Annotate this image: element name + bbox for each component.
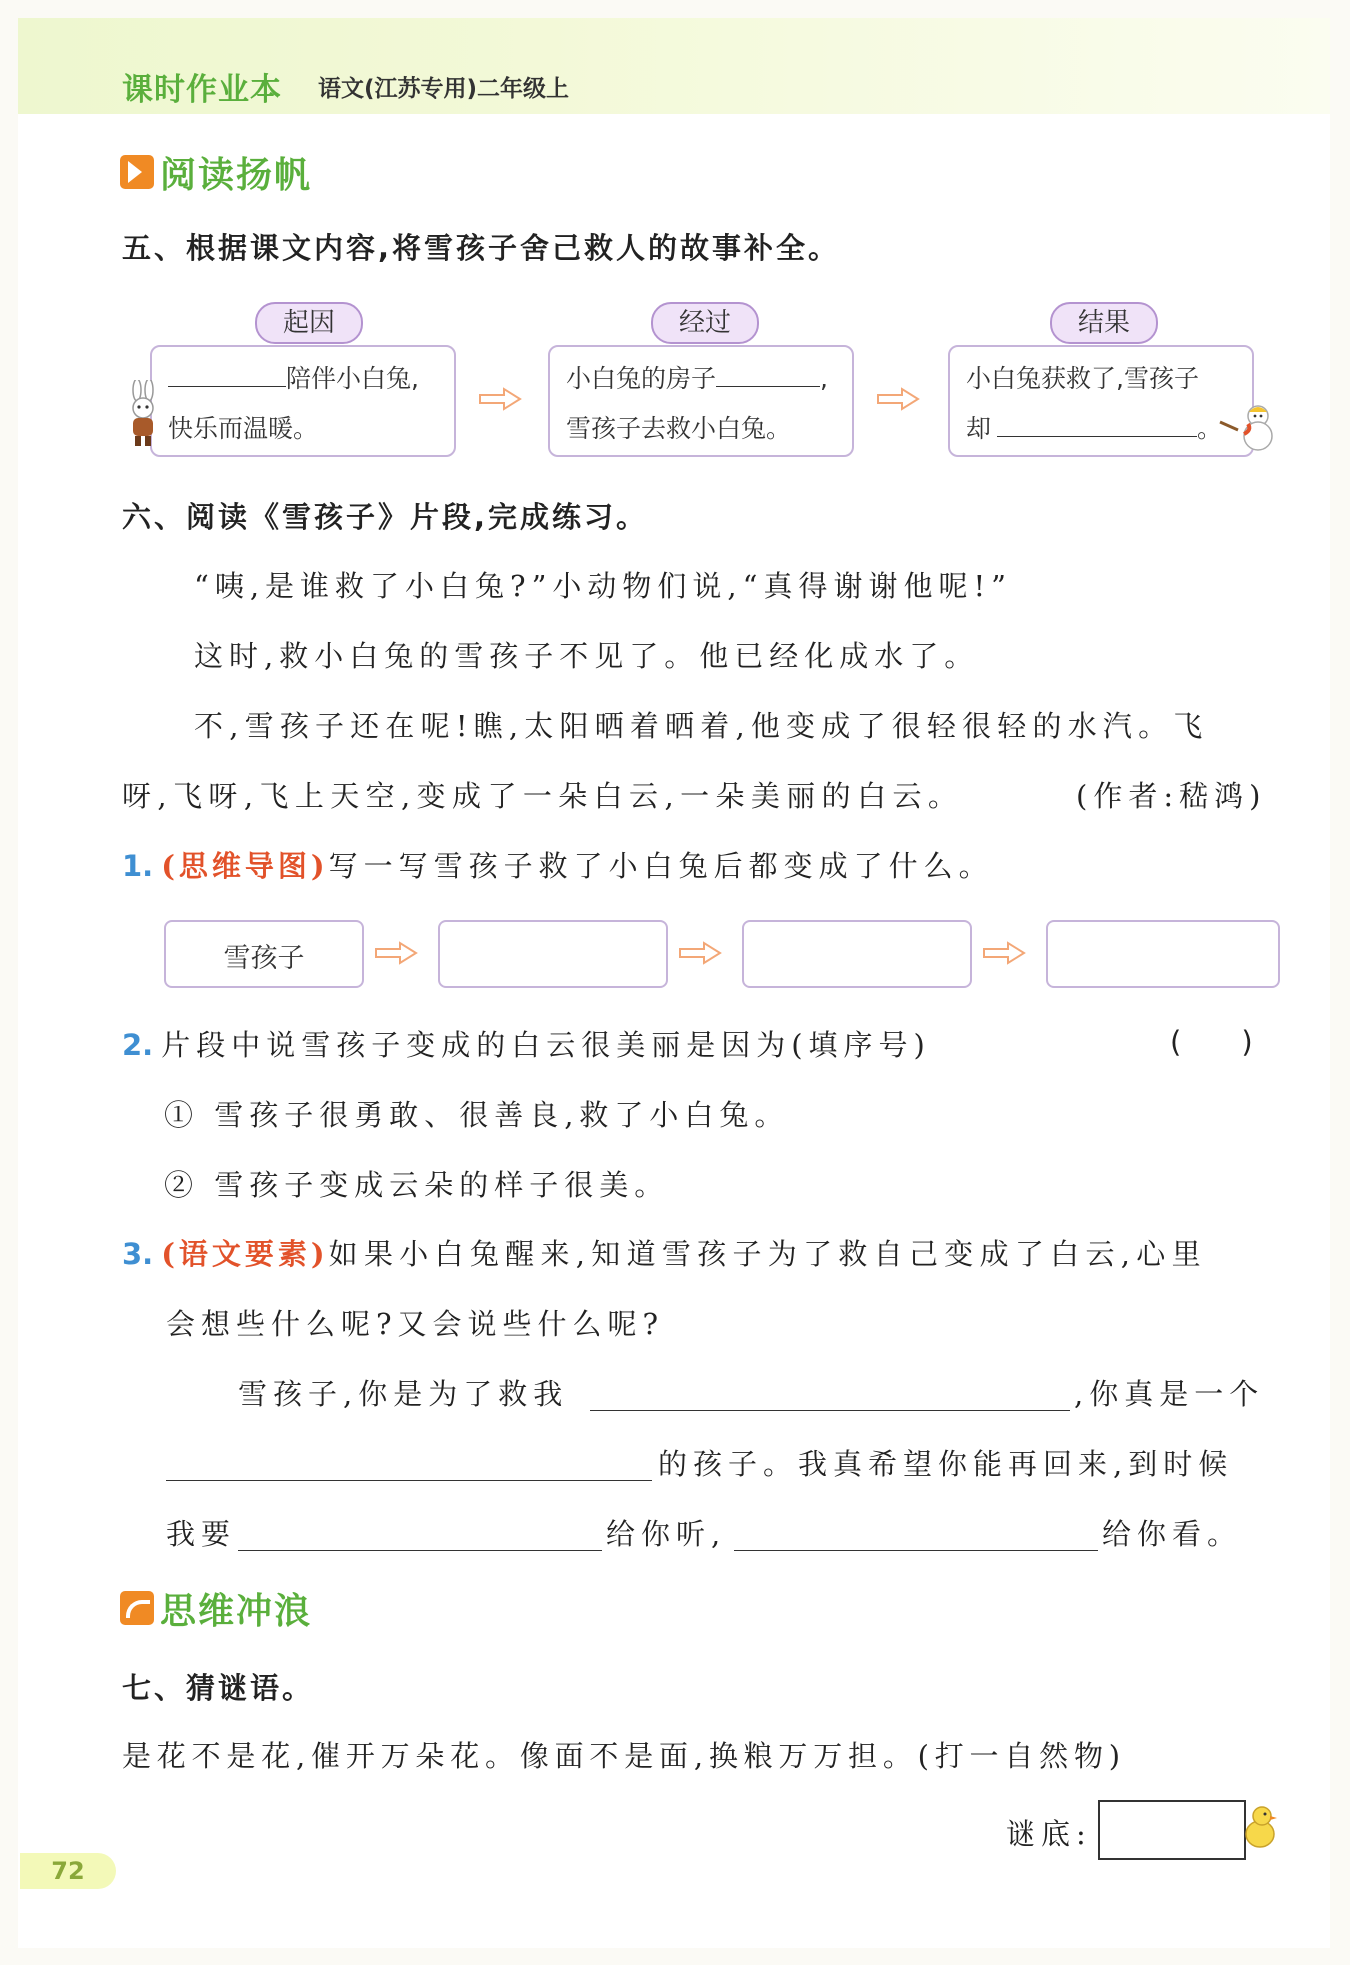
q6-sub2-number: 2. [122, 1028, 154, 1062]
q6-sub2-text: 片段中说雪孩子变成的白云很美丽是因为(填序号) [161, 1028, 931, 1062]
stage-label-result: 结果 [1050, 302, 1158, 344]
q6-sub1-number: 1. [122, 849, 154, 883]
answer-blank-4[interactable] [734, 1550, 1098, 1551]
q6-sub3-line1: 如果小白兔醒来,知道雪孩子为了救自己变成了白云,心里 [328, 1237, 1207, 1271]
page-number: 72 [20, 1853, 116, 1889]
stage-result-period: 。 [1197, 414, 1223, 443]
q6-sub3 [122, 1232, 1207, 1273]
section-reading-heading [120, 150, 312, 194]
q6-sub2 [122, 1023, 931, 1064]
blank-cause[interactable] [168, 386, 286, 387]
arrow-right-icon [374, 940, 418, 966]
q6-sub3-number: 3. [122, 1237, 154, 1271]
fill-line1-start: 雪孩子,你是为了救我 [238, 1377, 569, 1411]
stage-process-comma: , [820, 364, 828, 393]
flow-box-answer-2[interactable] [742, 920, 972, 988]
arrow-right-icon [678, 940, 722, 966]
flow-box-start [164, 920, 364, 988]
stage-process-line1: 小白兔的房子 [566, 364, 717, 393]
passage-line-2: 这时,救小白兔的雪孩子不见了。他已经化成水了。 [194, 639, 980, 673]
snow-child-icon [1218, 400, 1280, 452]
q7-riddle: 是花不是花,催开万朵花。像面不是面,换粮万万担。(打一自然物) [122, 1739, 1126, 1773]
subject-label: 语文(江苏专用)二年级上 [318, 76, 570, 102]
fill-line3-mid: 给你听, [606, 1517, 727, 1551]
section-reading-title: 阅读扬帆 [160, 154, 313, 196]
q6-sub3-line2: 会想些什么呢?又会说些什么呢? [166, 1307, 665, 1341]
story-box-result [948, 345, 1254, 457]
q6-sub2-answer-paren[interactable]: () [1170, 1025, 1313, 1059]
passage-author: (作者:嵇鸿) [1076, 779, 1267, 813]
q6-title: 六、阅读《雪孩子》片段,完成练习。 [122, 500, 649, 534]
q5-title: 五、根据课文内容,将雪孩子舍己救人的故事补全。 [122, 231, 841, 265]
q6-sub2-option-2: ② 雪孩子变成云朵的样子很美。 [164, 1168, 670, 1202]
passage-line-3: 不,雪孩子还在呢!瞧,太阳晒着晒着,他变成了很轻很轻的水汽。飞 [194, 709, 1209, 743]
q7-answer-box[interactable] [1098, 1800, 1246, 1860]
stage-result-line2: 却 [966, 414, 992, 443]
q6-sub3-tag: (语文要素) [161, 1237, 329, 1271]
fill-line1-end: ,你真是一个 [1074, 1377, 1265, 1411]
wave-icon [120, 1591, 154, 1625]
stage-label-cause: 起因 [255, 302, 363, 344]
arrow-right-icon [982, 940, 1026, 966]
chick-icon [1240, 1802, 1280, 1852]
section-thinking-title: 思维冲浪 [160, 1590, 313, 1632]
rabbit-icon [118, 380, 170, 450]
passage-line-4: 呀,飞呀,飞上天空,变成了一朵白云,一朵美丽的白云。 [122, 779, 964, 813]
brand-title: 课时作业本 [122, 72, 282, 108]
passage-line-1: “咦,是谁救了小白兔?”小动物们说,“真得谢谢他呢!” [194, 569, 1012, 603]
blank-process[interactable] [716, 386, 820, 387]
arrow-right-icon [478, 386, 522, 412]
story-box-process [548, 345, 854, 457]
stage-result-line1: 小白兔获救了,雪孩子 [966, 364, 1199, 393]
stage-label-process: 经过 [651, 302, 759, 344]
section-thinking-heading [120, 1586, 312, 1630]
stage-cause-line2: 快乐而温暖。 [168, 414, 319, 443]
stage-process-line2: 雪孩子去救小白兔。 [566, 414, 792, 443]
answer-blank-2[interactable] [166, 1480, 652, 1481]
q6-sub2-option-1: ① 雪孩子很勇敢、很善良,救了小白兔。 [164, 1098, 790, 1132]
fill-line3-end: 给你看。 [1102, 1517, 1243, 1551]
story-box-cause [150, 345, 456, 457]
arrow-right-icon [876, 386, 920, 412]
sail-icon [120, 155, 154, 189]
flow-box-answer-1[interactable] [438, 920, 668, 988]
blank-result[interactable] [997, 436, 1197, 437]
q7-title: 七、猜谜语。 [122, 1671, 315, 1705]
answer-blank-3[interactable] [238, 1550, 602, 1551]
q7-answer-label: 谜底: [1006, 1817, 1092, 1851]
answer-blank-1[interactable] [590, 1410, 1070, 1411]
flow-box-answer-3[interactable] [1046, 920, 1280, 988]
stage-cause-line1: 陪伴小白兔, [286, 364, 419, 393]
flow-start-label: 雪孩子 [223, 943, 305, 974]
fill-line2: 的孩子。我真希望你能再回来,到时候 [658, 1447, 1234, 1481]
q6-sub1-text: 写一写雪孩子救了小白兔后都变成了什么。 [328, 849, 994, 883]
q6-sub1 [122, 844, 994, 885]
fill-line3-start: 我要 [166, 1517, 237, 1551]
q6-sub1-tag: (思维导图) [161, 849, 329, 883]
